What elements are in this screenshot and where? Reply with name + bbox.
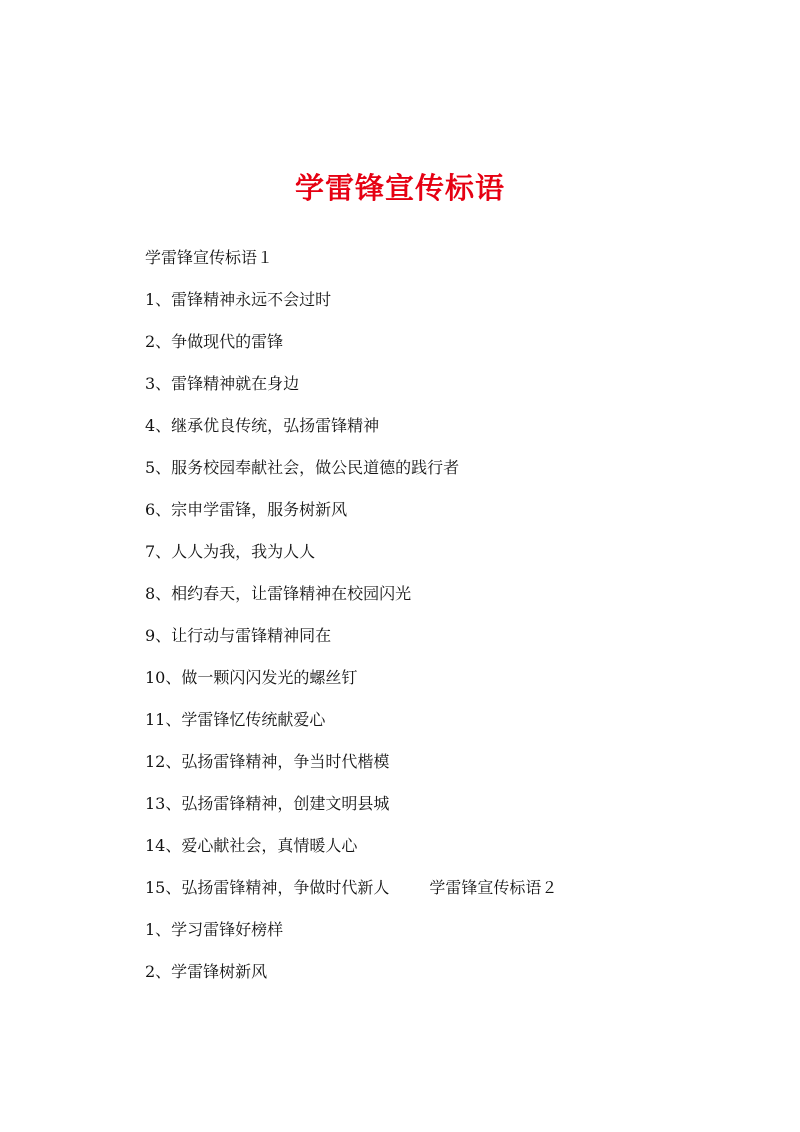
slogan-item: 1、雷锋精神永远不会过时 [145, 290, 332, 309]
slogan-item: 1、学习雷锋好榜样 [145, 920, 284, 939]
slogan-item: 2、争做现代的雷锋 [145, 332, 284, 351]
slogan-item: 2、学雷锋树新风 [145, 962, 268, 981]
slogan-item: 7、人人为我，我为人人 [145, 542, 316, 561]
slogan-item: 6、宗申学雷锋，服务树新风 [145, 500, 348, 519]
slogan-item: 12、弘扬雷锋精神，争当时代楷模 [145, 752, 390, 771]
section-heading-2: 学雷锋宣传标语２ [429, 878, 558, 897]
document-title: 学雷锋宣传标语 [294, 171, 505, 205]
slogan-item: 9、让行动与雷锋精神同在 [145, 626, 332, 645]
slogan-list [145, 246, 745, 1002]
slogan-item: 14、爱心献社会，真情暖人心 [145, 836, 358, 855]
slogan-item: 3、雷锋精神就在身边 [145, 374, 300, 393]
slogan-item: 8、相约春天，让雷锋精神在校园闪光 [145, 584, 412, 603]
slogan-item: 5、服务校园奉献社会，做公民道德的践行者 [145, 458, 460, 477]
section-heading-1: 学雷锋宣传标语１ [145, 248, 274, 267]
slogan-item: 15、弘扬雷锋精神，争做时代新人 [145, 878, 390, 897]
slogan-item: 11、学雷锋忆传统献爱心 [145, 710, 326, 729]
slogan-item-15-row [145, 876, 745, 918]
slogan-item: 13、弘扬雷锋精神，创建文明县城 [145, 794, 390, 813]
slogan-item: 10、做一颗闪闪发光的螺丝钉 [145, 668, 358, 687]
slogan-item: 4、继承优良传统，弘扬雷锋精神 [145, 416, 380, 435]
